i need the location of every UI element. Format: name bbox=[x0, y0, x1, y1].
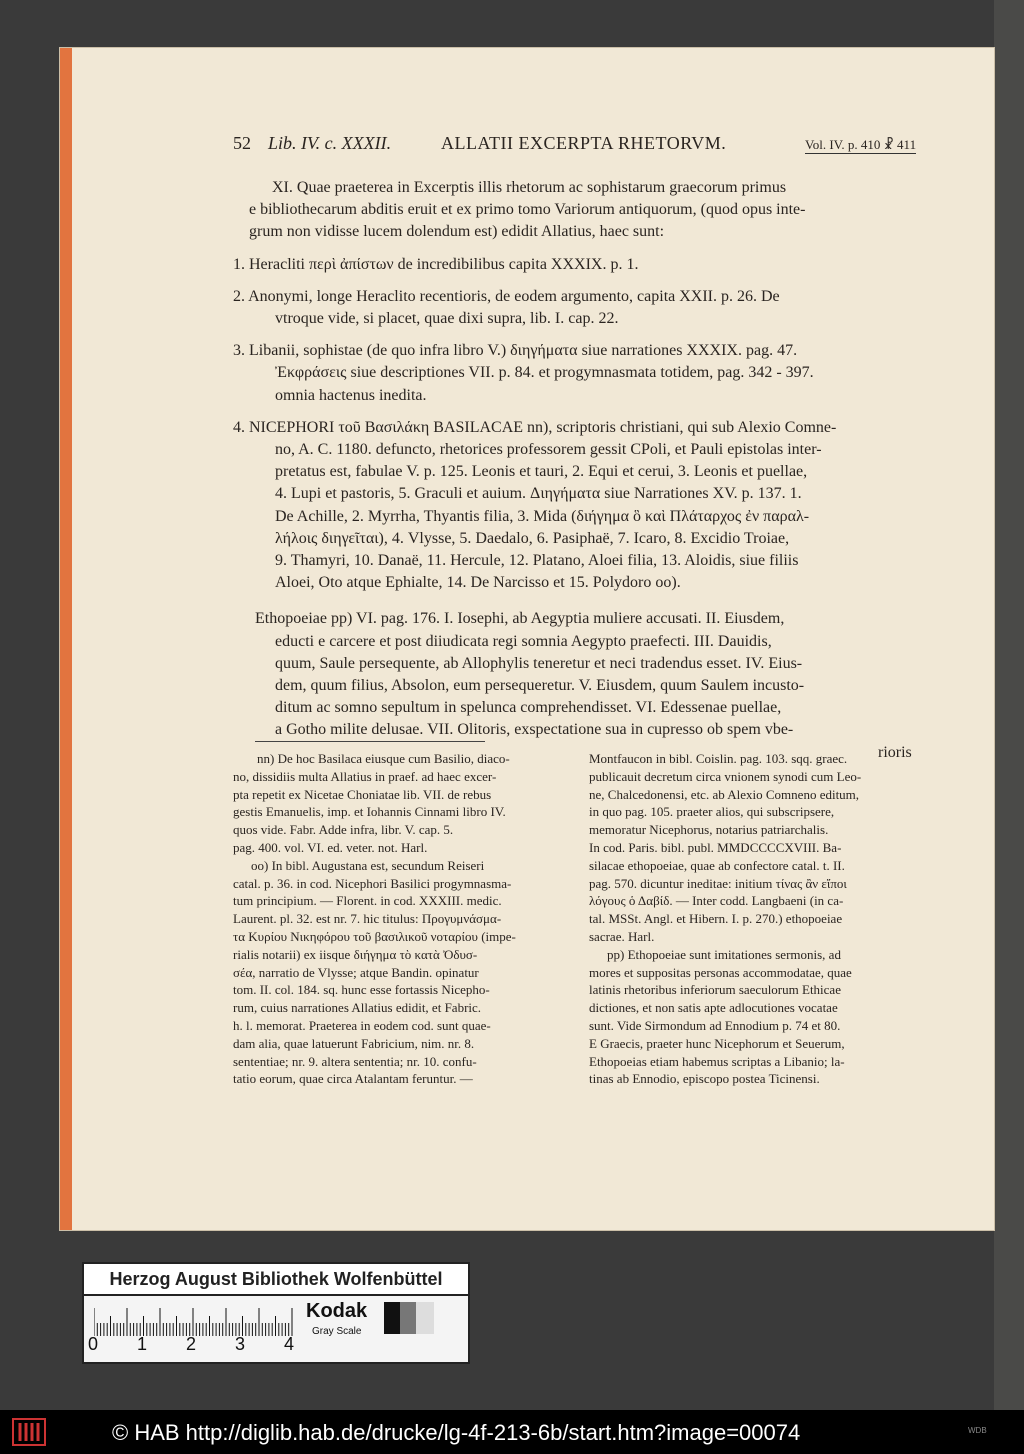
body-line: Ethopoeiae pp) VI. pag. 176. I. Iosephi, ab Aegyptia muliere accusati. II. Eiusdem, bbox=[255, 610, 785, 628]
footnote-line: tom. II. col. 184. sq. hunc esse fortassis Nicepho- bbox=[233, 982, 490, 998]
body-line: dem, quum filius, Absolon, eum persequeretur. V. Eiusdem, quum Saulem incusto- bbox=[275, 677, 805, 694]
footnote-line: in quo pag. 105. praeter alios, qui subscripsere, bbox=[589, 804, 835, 820]
footnote-line: Montfaucon in bibl. Coislin. pag. 103. sqq. graec. bbox=[589, 751, 848, 766]
footnote-line: pp) Ethopoeiae sunt imitationes sermonis, ad bbox=[607, 946, 841, 962]
hab-logo-icon bbox=[12, 1418, 46, 1446]
footnote-line: no, dissidiis multa Allatius in praef. ad haec excer- bbox=[233, 768, 497, 784]
body-line: no, A. C. 1180. defuncto, rhetorices professorem gessit CPoli, et Pauli epistolas inter- bbox=[275, 441, 822, 458]
footnote-line: dictiones, et non satis apte adlocutiones vocatae bbox=[589, 1000, 838, 1016]
footnote-line: E Graecis, praeter hunc Nicephorum et Seuerum, bbox=[589, 1035, 845, 1051]
body-line: XI. Quae praeterea in Excerptis illis rhetorum ac sophistarum graecorum primus bbox=[272, 179, 787, 196]
footnote-rule bbox=[255, 741, 485, 742]
footer-copyright-link[interactable]: © HAB http://diglib.hab.de/drucke/lg-4f-213-6b/start.htm?image=00074 bbox=[112, 1420, 801, 1445]
body-line: λήλοις διηγεῖται), 4. Vlysse, 5. Daedalo, 6. Pasiphaë, 7. Icaro, 8. Excidio Troiae, bbox=[275, 529, 790, 547]
footnote-line: quos vide. Fabr. Adde infra, libr. V. cap. 5. bbox=[233, 822, 454, 838]
footnote-line: sacrae. Harl. bbox=[589, 929, 655, 944]
footnote-line: rialis notarii) ex iisque διήγημα τὸ κατὰ Ὀδυσ- bbox=[233, 946, 478, 962]
body-line: Ἐκφράσεις siue descriptiones VII. p. 84. et progymnasmata totidem, pag. 342 - 397. bbox=[275, 364, 814, 382]
footnote-line: tatio eorum, quae circa Atalantam feruntur. — bbox=[233, 1071, 473, 1087]
footnote-line: Laurent. pl. 32. est nr. 7. hic titulus: Προγυμνάσμα- bbox=[233, 911, 502, 927]
footnote-line: tal. MSSt. Angl. et Hibern. I. p. 270.) ethopoeiae bbox=[589, 911, 843, 927]
body-line: educti e carcere et post diiudicata regi somnia Aegypto praefecti. III. Dauidis, bbox=[275, 632, 772, 650]
body-line: De Achille, 2. Myrrha, Thyantis filia, 3. Mida (διήγημα ὃ καὶ Πλάταρχος ἐν παραλ- bbox=[275, 507, 810, 525]
footnote-line: oo) In bibl. Augustana est, secundum Reiseri bbox=[251, 857, 485, 873]
footnote-line: tum principium. — Florent. in cod. XXXIII. medic. bbox=[233, 893, 502, 909]
body-line: rioris bbox=[878, 743, 912, 761]
footnote-line: silacae ethopoeiae, quae ab confectore catal. t. II. bbox=[589, 857, 845, 873]
footnote-line: memoratur Nicephorus, notarius patriarchalis. bbox=[589, 822, 829, 838]
page-number: 52 bbox=[233, 133, 251, 153]
footer-small-mark: WDB bbox=[968, 1426, 987, 1435]
body-line: e bibliothecarum abditis eruit et ex primo tomo Variorum antiquorum, (quod opus inte- bbox=[249, 201, 806, 219]
footnote-line: pag. 400. vol. VI. ed. veter. not. Harl. bbox=[233, 840, 428, 855]
color-calibration-bar bbox=[82, 1262, 470, 1364]
body-line: quum, Saule persequente, ab Allophylis teneretur et neci tradendus esset. IV. Eius- bbox=[275, 654, 803, 672]
body-line: 4. Lupi et pastoris, 5. Graculi et auium. Διηγήματα siue Narrationes XV. p. 137. 1. bbox=[275, 485, 802, 503]
footnote-line: dam alia, quae latuerunt Fabricium, nim. nr. 8. bbox=[233, 1035, 475, 1051]
ruler-number: 2 bbox=[186, 1334, 197, 1354]
page-edge-red bbox=[60, 48, 72, 1230]
library-label: Herzog August Bibliothek Wolfenbüttel bbox=[84, 1264, 468, 1296]
footnote-line: Ethopoeias etiam habemus scriptas a Libanio; la- bbox=[589, 1053, 845, 1069]
footnote-line: pag. 570. dicuntur ineditae: initium τίνας ἂν εἴποι bbox=[589, 875, 847, 891]
body-line: omnia hactenus inedita. bbox=[275, 386, 427, 404]
footnote-line: λόγους ὁ Δαβίδ. — Inter codd. Langbaeni (in ca- bbox=[589, 893, 844, 909]
body-line: 1. Heracliti περὶ ἀπίστων de incredibilibus capita XXXIX. p. 1. bbox=[233, 255, 639, 273]
body-line: 2. Anonymi, longe Heraclito recentioris, de eodem argumento, capita XXII. p. 26. De bbox=[233, 287, 780, 305]
footnote-line: ne, Chalcedonensi, etc. ab Alexio Comneno editum, bbox=[589, 786, 860, 802]
body-line: 4. NICEPHORI τοῦ Βασιλάκη BASILACAE nn), scriptoris christiani, qui sub Alexio Comne- bbox=[233, 418, 837, 436]
footnote-line: nn) De hoc Basilaca eiusque cum Basilio, diaco- bbox=[257, 751, 510, 766]
ruler-number: 1 bbox=[137, 1334, 148, 1354]
gray-scale-label: Gray Scale bbox=[312, 1326, 362, 1337]
ruler-number: 3 bbox=[235, 1334, 246, 1354]
body-line: pretatus est, fabulae V. p. 125. Leonis et tauri, 2. Equi et cerui, 3. Leonis et puellae, bbox=[275, 463, 808, 481]
footnote-line: publicauit decretum circa vnionem synodi cum Leo- bbox=[589, 768, 862, 784]
ruler-number: 0 bbox=[88, 1334, 99, 1354]
running-head-volume: Vol. IV. p. 410 ☧ 411 bbox=[805, 137, 917, 152]
body-line: Aloei, Oto atque Ephialte, 14. De Narcisso et 15. Polydoro oo). bbox=[275, 574, 681, 592]
running-head-left: Lib. IV. c. XXXII. bbox=[268, 133, 392, 153]
footnote-line: sententiae; nr. 9. altera sententia; nr. 10. confu- bbox=[233, 1053, 477, 1069]
body-line: vtroque vide, si placet, quae dixi supra, lib. I. cap. 22. bbox=[275, 310, 619, 327]
body-line: a Gotho milite delusae. VII. Olitoris, exspectatione sua in cupresso ob spem vbe- bbox=[275, 721, 794, 739]
body-line: ditum ac somno sepultum in spelunca comprehendisset. VI. Edessenae puellae, bbox=[275, 699, 782, 717]
footnote-line: sunt. Vide Sirmondum ad Ennodium p. 74 et 80. bbox=[589, 1018, 841, 1033]
footnote-line: tinas ab Ennodio, episcopo postea Ticinensi. bbox=[589, 1071, 820, 1087]
footnote-line: mores et suppositas personas accommodatae, quae bbox=[589, 964, 852, 980]
footnote-line: σέα, narratio de Vlysse; atque Bandin. opinatur bbox=[233, 964, 479, 980]
running-head-title: ALLATII EXCERPTA RHETORVM. bbox=[441, 133, 727, 153]
footnote-line: catal. p. 36. in cod. Nicephori Basilici progymnasma- bbox=[233, 875, 512, 891]
footnote-line: h. l. memorat. Praeterea in eodem cod. sunt quae- bbox=[233, 1018, 491, 1033]
footnote-line: τα Κυρίου Νικηφόρου τοῦ βασιλικοῦ νοταρίου (impe- bbox=[233, 929, 516, 944]
kodak-brand: Kodak bbox=[306, 1300, 368, 1322]
footnote-line: gestis Emanuelis, imp. et Iohannis Cinnami libro IV. bbox=[233, 804, 506, 820]
body-line: 3. Libanii, sophistae (de quo infra libro V.) διηγήματα siue narrationes XXXIX. pag. 47. bbox=[233, 342, 798, 360]
gray-scale-blocks bbox=[384, 1302, 434, 1334]
footnote-line: pta repetit ex Nicetae Choniatae lib. VII. de rebus bbox=[233, 786, 492, 802]
ruler-number: 4 bbox=[284, 1334, 295, 1354]
ruler-ticks bbox=[94, 1308, 294, 1336]
body-line: 9. Thamyri, 10. Danaë, 11. Hercule, 12. Platano, Aloei filia, 13. Aloidis, siue filiis bbox=[275, 552, 799, 569]
footnote-line: latinis rhetoribus inferiorum saeculorum Ethicae bbox=[589, 982, 841, 998]
footnote-line: In cod. Paris. bibl. publ. MMDCCCCXVIII. Ba- bbox=[589, 840, 842, 855]
footnote-line: rum, cuius narrationes Allatius edidit, et Fabric. bbox=[233, 1000, 482, 1016]
scan-margin-strip bbox=[994, 0, 1024, 1410]
body-line: grum non vidisse lucem dolendum est) edidit Allatius, haec sunt: bbox=[249, 223, 665, 241]
